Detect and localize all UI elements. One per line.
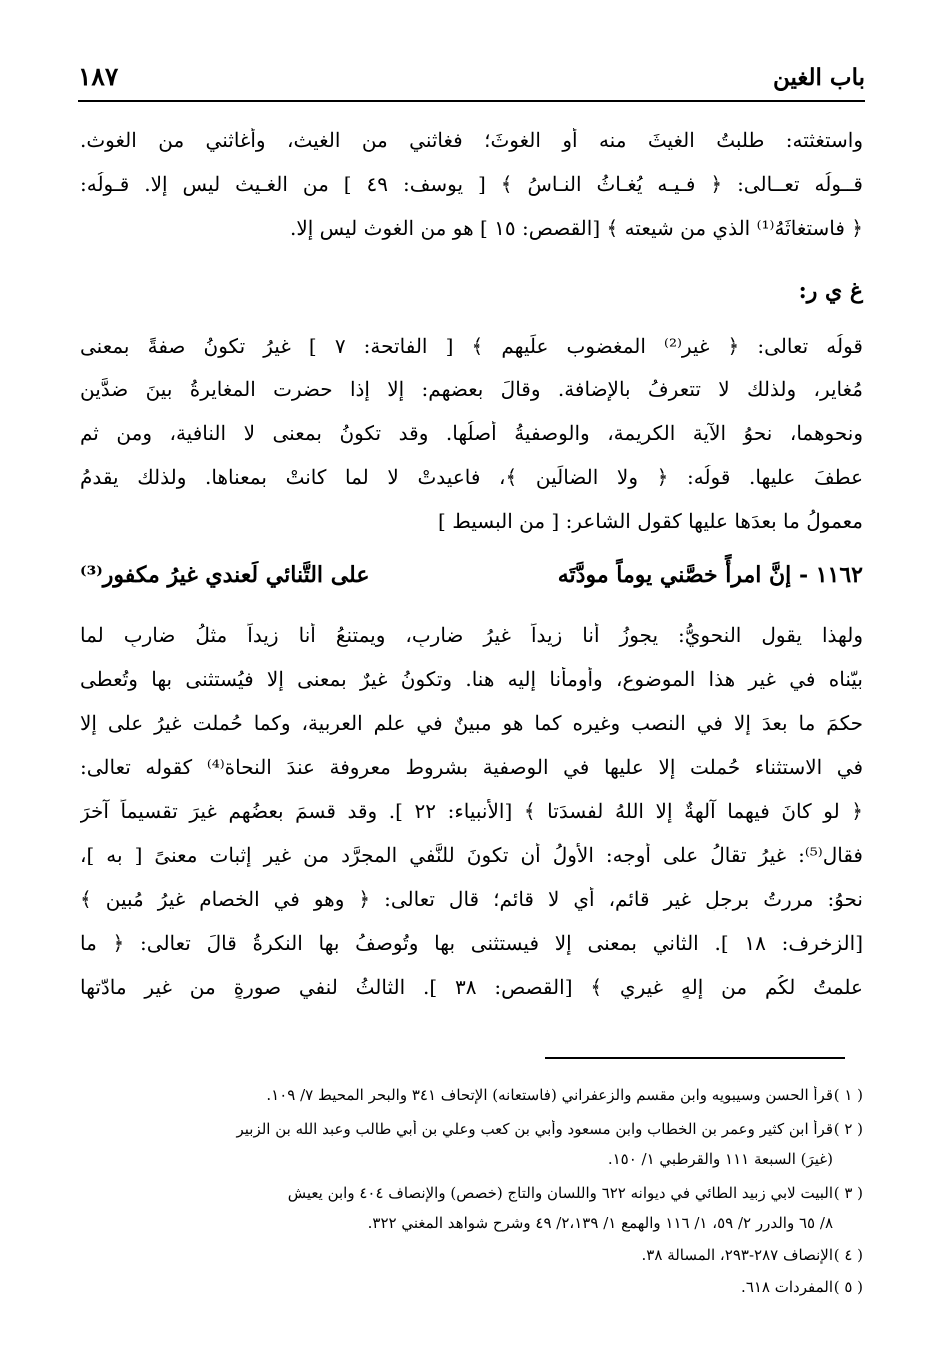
footnote-text: ٨/ ٦٥ والدرر ٢/ ٥٩، ١/ ١١٦ والهمع ١/ ٢،١٣٩/ ٤٩ وشرح شواهد المغني ٣٢٢. [367,1214,833,1232]
footnote [80,1278,863,1296]
poetry-verse [80,562,863,596]
footnote-number: ( ٣ ) [833,1184,863,1202]
verse-first-hemistich: ١١٦٢ - إنَّ امرأً خصَّني يوماً مودَّتَه [557,562,863,588]
section-heading: غ ي ر: [798,278,863,304]
verse-second-hemistich: على التَّنائي لَعندي غيرُ مكفور⁽³⁾ [80,562,370,588]
text-line: عطفَ عليها. قولُه: ﴿ ولا الضالِّين ﴾، فاعيدتْ لا لما كانتْ بمعناها. ولذلك يقدمُ [80,465,863,489]
footnote-number: ( ٤ ) [833,1246,863,1264]
text-line: واستغثته: طلبتُ الغيثَ منه أو الغوثَ؛ فغاثني من الغيث، وأغاثني من الغوث. [80,128,863,152]
text-line: [الزخرف: ١٨ ]. الثاني بمعنى إلا فيستثنى بها وتُوصفُ بها النكرةُ قالَ تعالى: ﴿ ما [80,931,863,955]
footnote [80,1214,863,1232]
footnote-text: البيت لابي زبيد الطائي في ديوانه ٦٢٢ واللسان والتاج (خصص) والإنصاف ٤٠٤ وابن يعيش [287,1184,833,1202]
footnote [80,1246,863,1264]
text-line: مُغايرٍ، ولذلك لا تتعرفُ بالإضافة. وقالَ بعضهم: إلا إذا حضرت المغايرةُ بينَ ضدَّين [80,377,863,401]
text-line: علمتُ لكُم من إلهٍ غيري ﴾ [القصص: ٣٨ ]. الثالثُ لنفي صورةٍ من غير مادّتها [80,975,863,999]
text-line: قولُه تعالى: ﴿ غيرِ⁽²⁾ المغضوب علَيهم ﴾ [ الفاتحة: ٧ ] غيرُ تكونُ صفةً بمعنى [80,334,863,358]
text-line: قــولُه تعــالى: ﴿ فـيـه يُغـاثُ النـاسُ ﴾ [ يوسف: ٤٩ ] من الغـيث ليس إلا. قـولُه: [80,172,863,196]
text-line: ونحوهما، نحوُ الآية الكريمة، والوصفيةُ أصلُها. وقد تكونُ بمعنى لا النافية، ومن ثم [80,421,863,445]
text-line: ولهذا يقول النحويُّ: يجوزُ أنا زيداً غيرُ ضاربٍ، ويمتنعُ أنا زيداً مثلُ ضاربٍ لما [80,623,863,647]
footnote-text: الإنصاف ٢٨٧-٢٩٣، المسالة ٣٨. [641,1246,833,1264]
header-rule [78,100,865,102]
footnote-number: ( ٢ ) [833,1120,863,1138]
text-line: فقال⁽⁵⁾: غيرُ تقالُ على أوجه: الأولُ أن تكونَ للنَّفي المجرَّد من غير إثبات معنىً [ به ]، [80,843,863,867]
footnote-number: ( ٥ ) [833,1278,863,1296]
footnote [80,1150,863,1168]
text-line: ﴿ فاستغاثَهُ⁽¹⁾ الذي من شيعته ﴾ [القصص: ١٥ ] هو من الغوث ليس إلا. [289,216,863,240]
text-line: ﴿ لو كانَ فيهما آلهةٌ إلا اللهُ لفسدَتا ﴾ [الأنبياء: ٢٢ ]. وقد قسمَ بعضُهم غيرَ تقسيماً آخرَ [80,799,863,823]
text-line: معمولُ ما بعدَها عليها كقول الشاعر: [ من البسيط ] [438,509,863,533]
page-header [78,62,865,96]
footnote [80,1086,863,1104]
text-line: حكمَ ما بعدَ إلا في النصب وغيره كما هو مبينٌ في علم العربية، وكما حُملت غيرُ على إلا [80,711,863,735]
chapter-title: باب الغين [772,64,865,91]
text-line: بيّناه في غير هذا الموضوع، وأومأنا إليه هنا. وتكونُ غيرٌ بمعنى إلا فيُستثنى بها وتُعطى [80,667,863,691]
text-line: نحوُ: مررتُ برجلٍ غيرِ قائمٍ، أي لا قائمٍ؛ قال تعالى: ﴿ وهو في الخصام غيرُ مُبينٍ ﴾ [80,887,863,911]
page-number: ١٨٧ [78,62,119,91]
footnote-text: قرأ ابن كثير وعمر بن الخطاب وابن مسعود وأُبي بن كعب وعلي بن أبي طالب وعبد الله بن الزبير [236,1120,833,1138]
text-line: في الاستثناء حُملت إلا عليها في الوصفية بشروط معروفة عندَ النحاة⁽⁴⁾ كقوله تعالى: [80,755,863,779]
footnote-text: قرأ الحسن وسيبويه وابن مقسم والزعفراني (فاستعانه) الإتحاف ٣٤١ والبحر المحيط ٧/ ١٠٩. [266,1086,833,1104]
footnote [80,1120,863,1138]
footnote-text: المفردات ٦١٨. [741,1278,833,1296]
footnote [80,1184,863,1202]
footnote-text: (غيرَ) السبعة ١١١ والقرطبي ١/ ١٥٠. [607,1150,833,1168]
footnote-rule [545,1057,845,1059]
footnote-number: ( ١ ) [833,1086,863,1104]
